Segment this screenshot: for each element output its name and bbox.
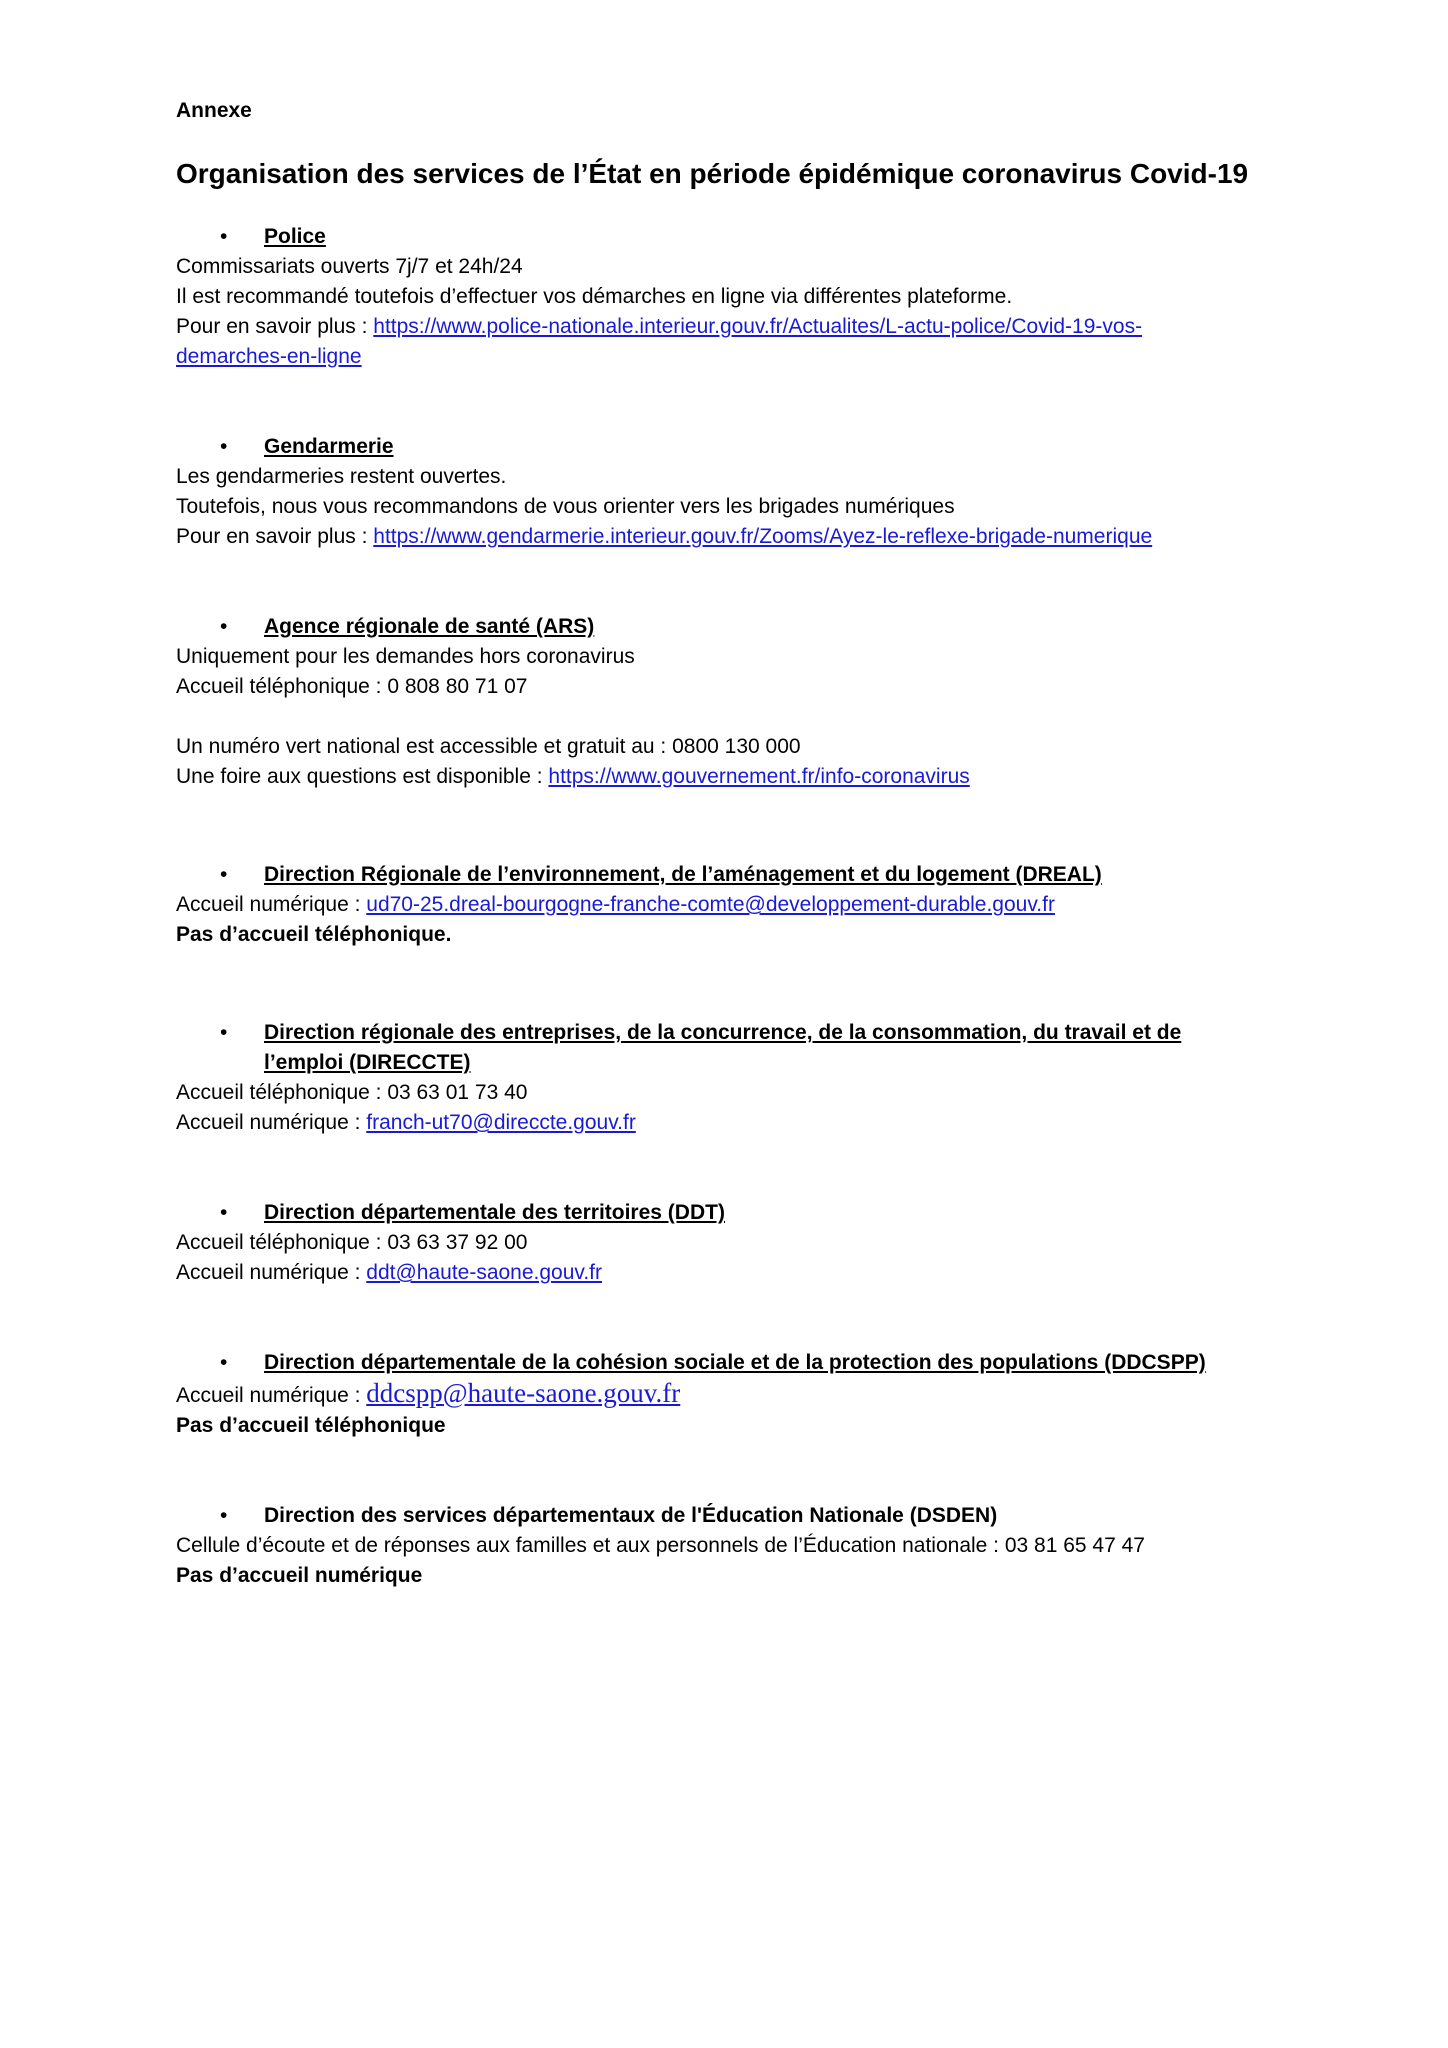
ddt-email-link[interactable]: ddt@haute-saone.gouv.fr (366, 1261, 603, 1284)
heading-text: Direction départementale des territoires (DDT) (264, 1201, 725, 1224)
section-heading-dsden (176, 1501, 1326, 1531)
section-heading-police (176, 222, 1326, 252)
section-heading-ddcspp (176, 1348, 1326, 1378)
heading-text: Direction des services départementaux de l'Éducation Nationale (DSDEN) (264, 1504, 998, 1527)
digital-label: Accueil numérique : (176, 893, 367, 916)
bullet-icon: • (220, 435, 228, 458)
heading-text: Direction Régionale de l’environnement, de l’aménagement et du logement (DREAL) (264, 863, 1102, 886)
faq-label: Une foire aux questions est disponible : (176, 765, 549, 788)
heading-text: Gendarmerie (264, 435, 394, 458)
section-dreal (176, 860, 1326, 950)
section-ddcspp (176, 1348, 1326, 1441)
ars-phone: Accueil téléphonique : 0 808 80 71 07 (176, 675, 528, 698)
dreal-email-link[interactable]: ud70-25.dreal-bourgogne-franche-comte@developpement-durable.gouv.fr (366, 893, 1055, 916)
section-gendarmerie (176, 432, 1326, 552)
digital-label: Accueil numérique : (176, 1261, 367, 1284)
ars-scope: Uniquement pour les demandes hors coronavirus (176, 645, 635, 668)
gendarmerie-link[interactable]: https://www.gendarmerie.interieur.gouv.fr/Zooms/Ayez-le-reflexe-brigade-numerique (373, 525, 1153, 548)
digital-label: Accueil numérique : (176, 1111, 367, 1134)
police-recommendation: Il est recommandé toutefois d’effectuer vos démarches en ligne via différentes plateforme. (176, 285, 1013, 308)
ddt-digital (176, 1258, 1326, 1288)
heading-text-line1: Direction régionale des entreprises, de la concurrence, de la consommation, du travail et de (264, 1021, 1182, 1044)
police-hours: Commissariats ouverts 7j/7 et 24h/24 (176, 255, 523, 278)
section-heading-ddt (176, 1198, 1326, 1228)
direccte-digital (176, 1108, 1326, 1138)
bullet-icon: • (220, 1504, 228, 1527)
ddt-phone: Accueil téléphonique : 03 63 37 92 00 (176, 1231, 528, 1254)
police-link-part2[interactable]: demarches-en-ligne (176, 345, 362, 368)
ars-faq (176, 762, 1326, 792)
spacer (176, 702, 1326, 732)
section-dsden (176, 1501, 1326, 1591)
gendarmerie-more-info (176, 522, 1326, 552)
heading-text: Agence régionale de santé (ARS) (264, 615, 595, 638)
faq-link[interactable]: https://www.gouvernement.fr/info-coronavirus (548, 765, 970, 788)
more-info-label: Pour en savoir plus : (176, 315, 374, 338)
section-ddt (176, 1198, 1326, 1288)
police-more-info (176, 312, 1326, 342)
dsden-listening-cell: Cellule d’écoute et de réponses aux familles et aux personnels de l’Éducation nationale : 03 81 65 47 47 (176, 1534, 1145, 1557)
ddcspp-digital (176, 1378, 1326, 1411)
section-direccte (176, 1018, 1326, 1138)
section-ars (176, 612, 1326, 792)
document-page (176, 96, 1326, 1591)
direccte-phone: Accueil téléphonique : 03 63 01 73 40 (176, 1081, 528, 1104)
police-link-continuation (176, 342, 1326, 372)
section-heading-ars (176, 612, 1326, 642)
section-heading-gendarmerie (176, 432, 1326, 462)
bullet-icon: • (220, 1021, 228, 1044)
bullet-icon: • (220, 225, 228, 248)
ddcspp-email-link[interactable]: ddcspp@haute-saone.gouv.fr (366, 1378, 681, 1408)
bullet-icon: • (220, 1201, 228, 1224)
bullet-icon: • (220, 1351, 228, 1374)
annex-label: Annexe (176, 99, 252, 122)
dreal-no-phone: Pas d’accueil téléphonique. (176, 923, 452, 946)
heading-text-line2: l’emploi (DIRECCTE) (264, 1051, 471, 1074)
ddcspp-no-phone: Pas d’accueil téléphonique (176, 1414, 446, 1437)
heading-text: Police (264, 225, 326, 248)
section-police (176, 222, 1326, 372)
dreal-digital (176, 890, 1326, 920)
gendarmerie-open: Les gendarmeries restent ouvertes. (176, 465, 507, 488)
gendarmerie-recommendation: Toutefois, nous vous recommandons de vous orienter vers les brigades numériques (176, 495, 955, 518)
section-heading-direccte (176, 1018, 1326, 1078)
bullet-icon: • (220, 615, 228, 638)
digital-label: Accueil numérique : (176, 1384, 367, 1407)
section-heading-dreal (176, 860, 1326, 890)
heading-text: Direction départementale de la cohésion sociale et de la protection des populations (DDCSPP) (264, 1351, 1206, 1374)
more-info-label: Pour en savoir plus : (176, 525, 374, 548)
document-title: Organisation des services de l’État en période épidémique coronavirus Covid-19 (176, 158, 1249, 189)
dsden-no-digital: Pas d’accueil numérique (176, 1564, 423, 1587)
police-link[interactable]: https://www.police-nationale.interieur.gouv.fr/Actualites/L-actu-police/Covid-19-vos- (373, 315, 1143, 338)
ars-green-number: Un numéro vert national est accessible et gratuit au : 0800 130 000 (176, 735, 801, 758)
bullet-icon: • (220, 863, 228, 886)
direccte-email-link[interactable]: franch-ut70@direccte.gouv.fr (366, 1111, 636, 1134)
